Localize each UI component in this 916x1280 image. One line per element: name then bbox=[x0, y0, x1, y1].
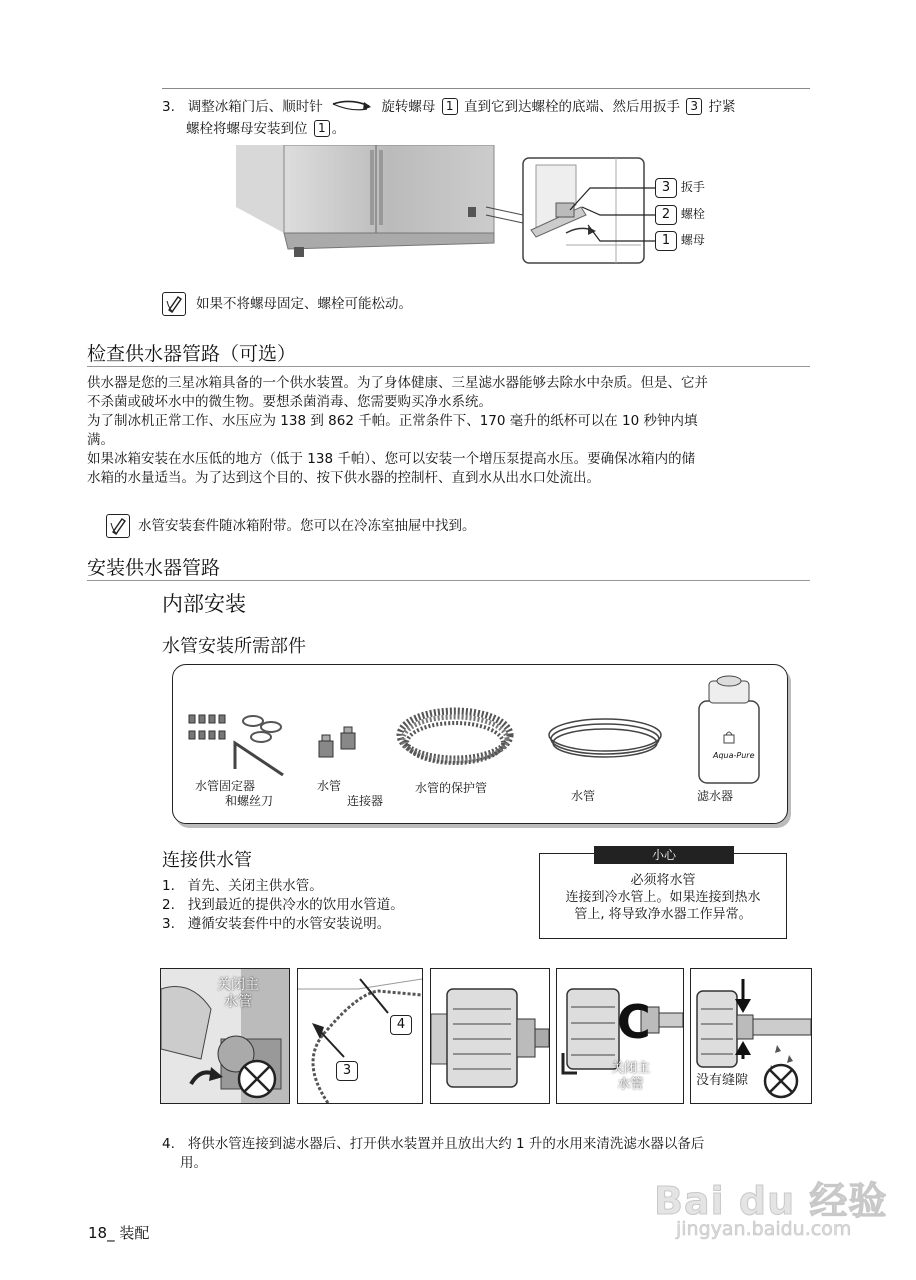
parts-box bbox=[172, 664, 788, 824]
section1-rule bbox=[87, 366, 810, 367]
clockwise-arrow-icon bbox=[331, 99, 373, 113]
connect-heading: 连接供水管 bbox=[162, 850, 252, 871]
connect-steps bbox=[162, 877, 404, 934]
baidu-jingyan-logo: Bai du 经验 bbox=[654, 1179, 888, 1223]
connector-icon bbox=[315, 725, 365, 765]
callout-wrench: 3 扳手 bbox=[655, 178, 705, 198]
water-tube-icon bbox=[545, 715, 667, 765]
panel2-num-4: 4 bbox=[390, 1013, 412, 1035]
section2-rule bbox=[87, 580, 810, 581]
panel-tighten bbox=[556, 968, 684, 1104]
callout-nut: 1 螺母 bbox=[655, 231, 705, 251]
panel2-num-3: 3 bbox=[336, 1059, 358, 1081]
connect-step-2: 2. 找到最近的提供冷水的饮用水管道。 bbox=[162, 897, 404, 913]
page-footer: 18_ 装配 bbox=[88, 1224, 150, 1242]
part-label-filter: 滤水器 bbox=[697, 789, 734, 803]
caution-text: 必须将水管 连接到冷水管上。如果连接到热水 管上, 将导致净水器工作异常。 bbox=[565, 873, 761, 922]
connector-closeup-illustration bbox=[431, 969, 549, 1103]
internal-install-heading: 内部安装 bbox=[162, 592, 246, 616]
panel4-label: 关闭主 水管 bbox=[611, 1061, 651, 1092]
panel-connector bbox=[430, 968, 550, 1104]
panel-shutoff bbox=[160, 968, 290, 1104]
connect-step-1: 1. 首先、关闭主供水管。 bbox=[162, 878, 323, 894]
badge-3: 3 bbox=[686, 98, 702, 115]
callout-leader-lines bbox=[560, 185, 656, 245]
pipe-route-illustration bbox=[298, 969, 422, 1103]
step3-num: 3. bbox=[162, 99, 175, 115]
callout-bolt: 2 螺栓 bbox=[655, 205, 705, 225]
section2-title: 安装供水器管路 bbox=[87, 557, 221, 579]
part-label-connector: 水管 连接器 bbox=[317, 779, 384, 808]
part-label-protective-tube: 水管的保护管 bbox=[415, 781, 488, 795]
note1-text: 如果不将螺母固定、螺栓可能松动。 bbox=[196, 296, 412, 312]
badge-1b: 1 bbox=[314, 120, 330, 137]
caution-header: 小心 bbox=[594, 846, 734, 864]
panel1-label: 关闭主 水管 bbox=[217, 977, 259, 1010]
screws-icon bbox=[183, 713, 293, 783]
caution-box bbox=[539, 848, 787, 939]
section1-title: 检查供水器管路（可选） bbox=[87, 343, 297, 365]
step4-num: 4. bbox=[162, 1136, 175, 1152]
connect-step-3: 3. 遵循安装套件中的水管安装说明。 bbox=[162, 916, 391, 932]
step3-line1: 3. 调整冰箱门后、顺时针 旋转螺母 1 直到它到达螺栓的底端、然后用扳手 3 拧紧 bbox=[162, 99, 736, 115]
protective-tube-icon bbox=[395, 705, 517, 775]
panel5-label: 没有缝隙 bbox=[696, 1073, 749, 1088]
parts-heading: 水管安装所需部件 bbox=[162, 636, 306, 657]
part-label-clamp: 水管固定器 和螺丝刀 bbox=[195, 779, 274, 808]
filter-brand-label: Aqua-Pure bbox=[713, 751, 755, 760]
top-rule bbox=[162, 88, 810, 89]
step4: 4. 将供水管连接到滤水器后、打开供水装置并且放出大约 1 升的水用来清洗滤水器以备后 用。 bbox=[162, 1136, 705, 1171]
note2-text: 水管安装套件随冰箱附带。您可以在冷冻室抽屉中找到。 bbox=[138, 518, 476, 534]
badge-1: 1 bbox=[442, 98, 458, 115]
note-pencil-icon-2 bbox=[106, 514, 130, 538]
section1-body: 供水器是您的三星冰箱具备的一个供水装置。为了身体健康、三星滤水器能够去除水中杂质。但是、它并 不杀菌或破坏水中的微生物。要想杀菌消毒、您需要购买净水系统。 为了制冰机正常工作、水压应为 138 到 862 千帕。正常条件下、170 毫升的纸杯可以在 10 秒钟内填 满。 如果冰箱安装在水压低的地方（低于 138 千帕）、您可以安装一个增压泵提高水压。要确保冰箱内的储 水箱的水量适当。为了达到这个目的、按下供水器的控制杆、直到水从出水口处流出。 bbox=[87, 375, 708, 486]
watermark-url: jingyan.baidu.com bbox=[676, 1218, 852, 1240]
step3-line2: 螺栓将螺母安装到位 1 。 bbox=[186, 121, 346, 137]
part-label-water-tube: 水管 bbox=[571, 789, 596, 803]
note-pencil-icon bbox=[162, 292, 186, 316]
panel-pipe-route bbox=[297, 968, 423, 1104]
water-filter-icon bbox=[693, 671, 765, 785]
rotate-c-icon: C bbox=[617, 995, 651, 1049]
panel-no-gap bbox=[690, 968, 812, 1104]
